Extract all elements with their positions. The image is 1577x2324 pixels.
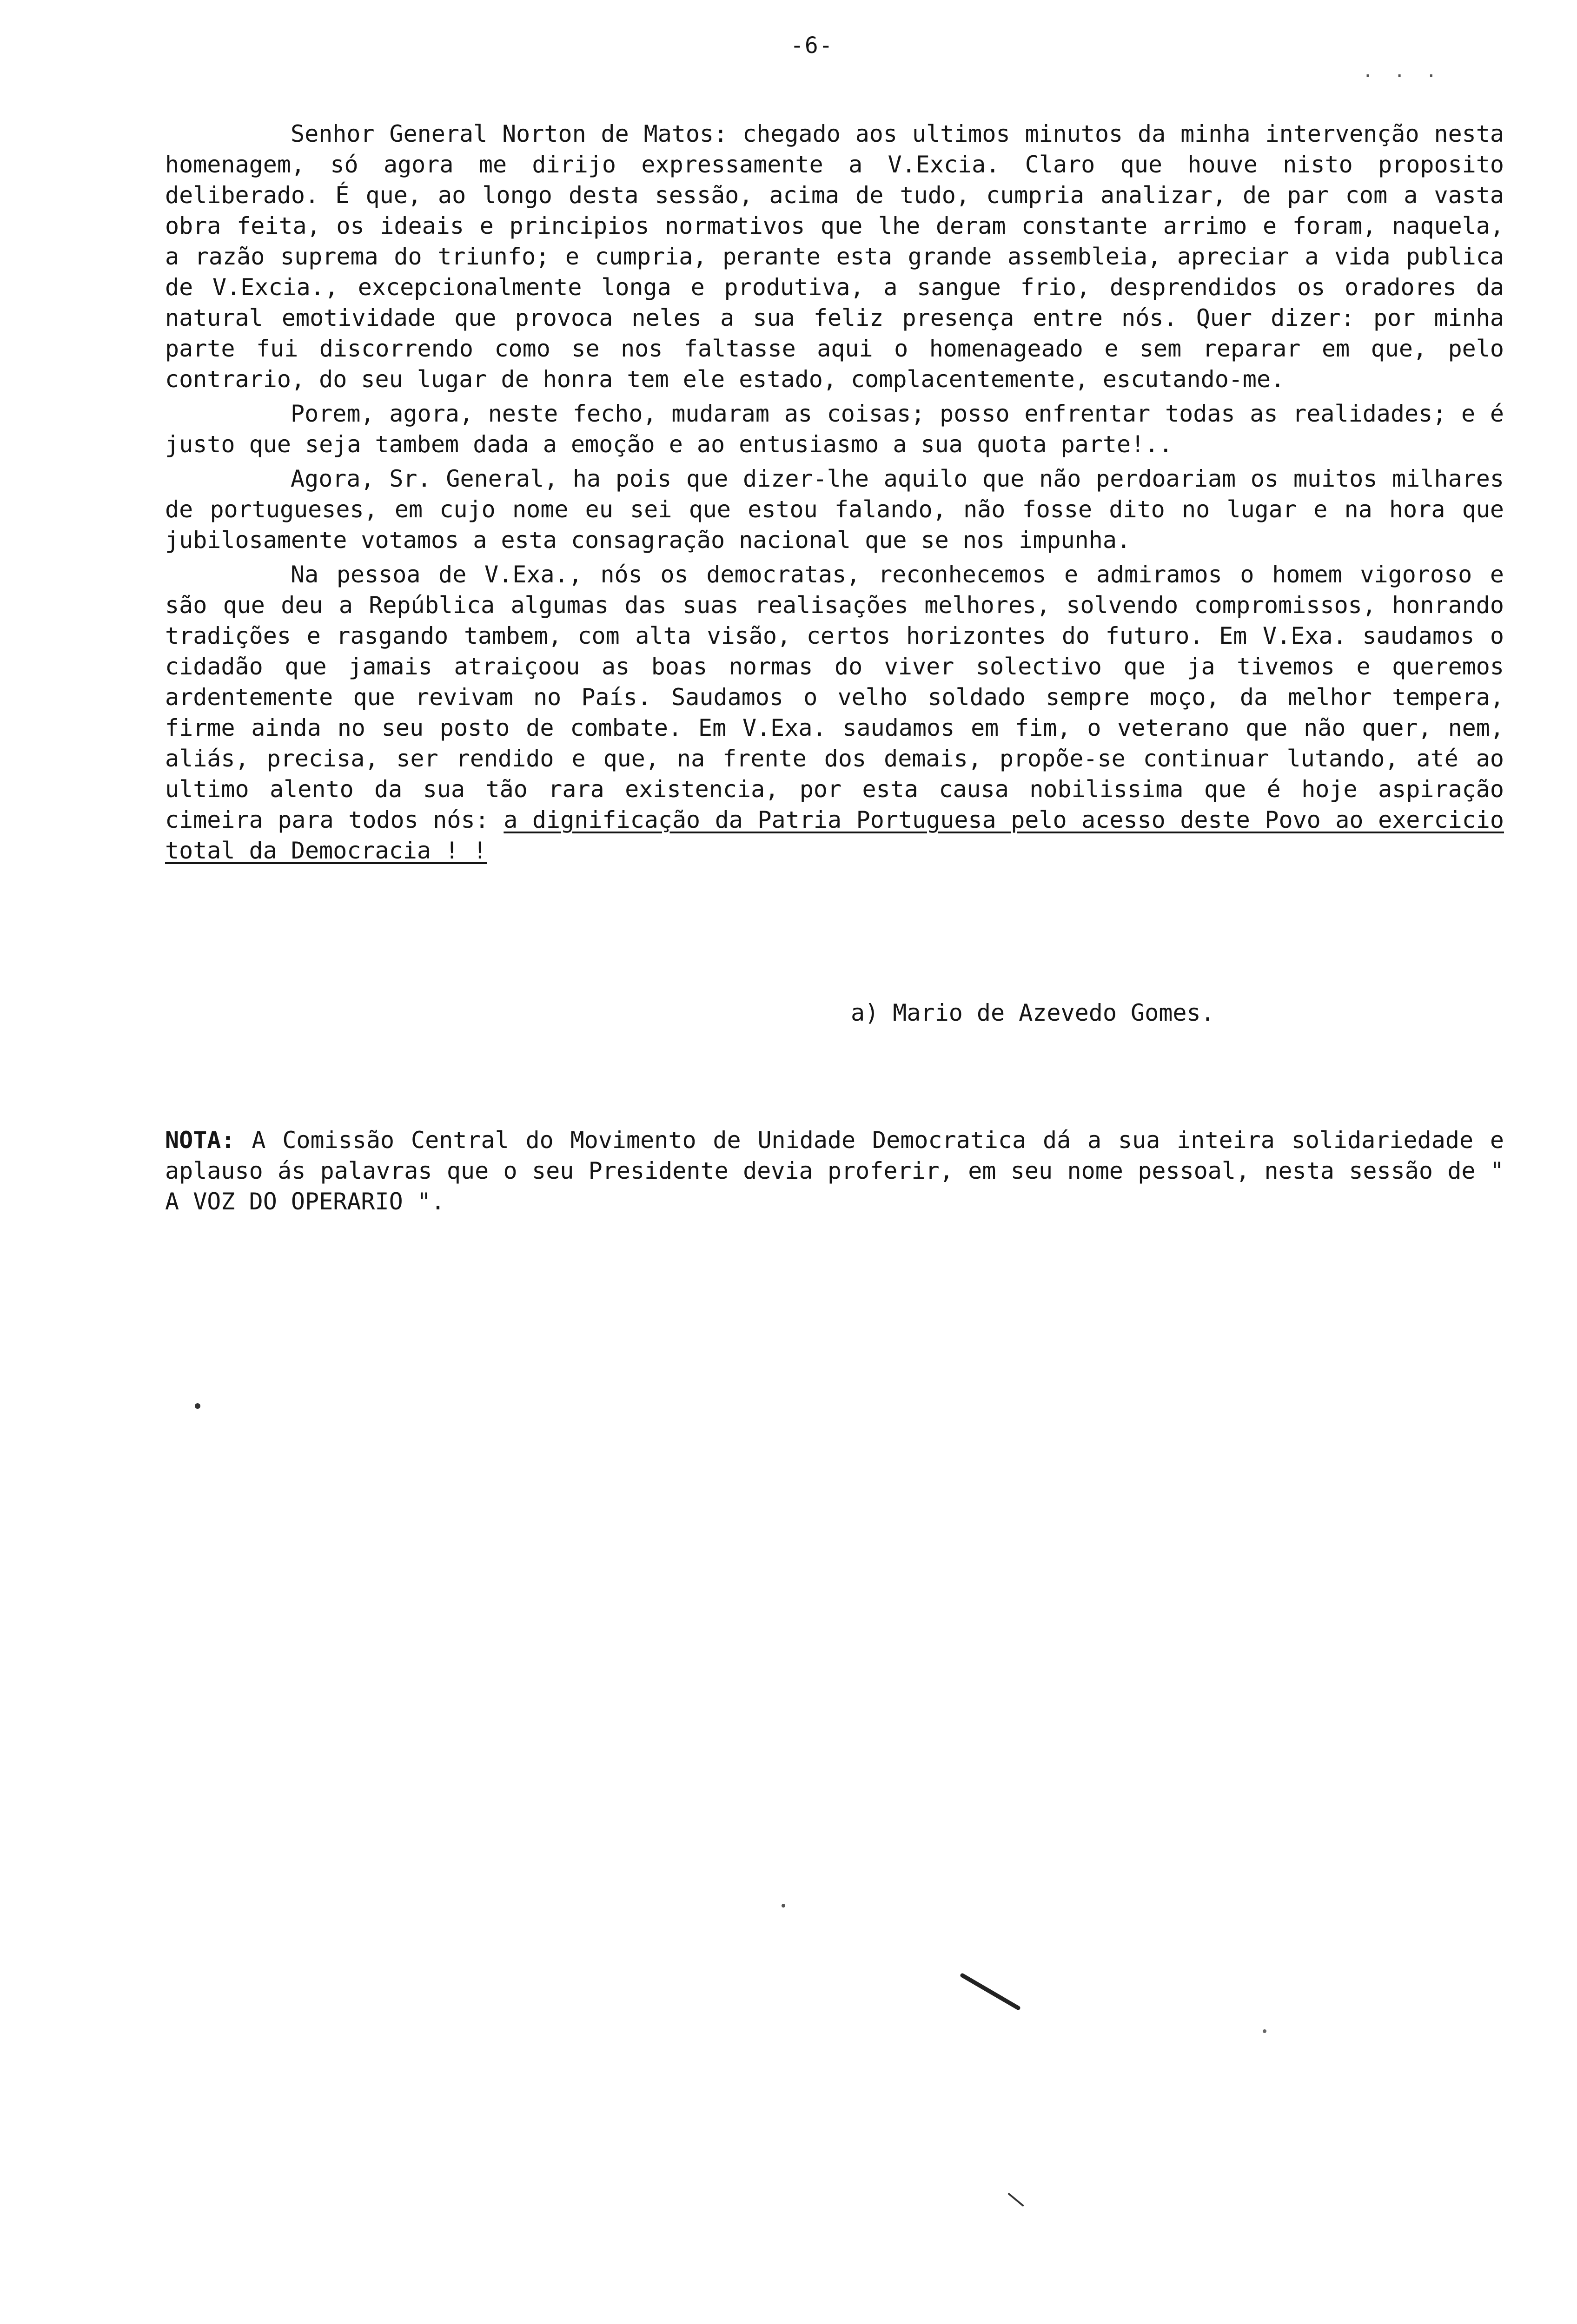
speech-body: [165, 119, 1504, 866]
paragraph-1: Senhor General Norton de Matos: chegado aos ultimos minutos da minha intervenção nesta homenagem, só agora me dirijo expressamente a V.Excia. Claro que houve nisto proposito deliberado. É que, ao longo desta sessão, acima de tudo, cumpria analizar, de par com a vasta obra feita, os ideais e principios normativos que lhe deram constante arrimo e foram, naquela, a razão suprema do triunfo; e cumpria, perante esta grande assembleia, apreciar a vida publica de V.Excia., excepcionalmente longa e produtiva, a sangue frio, desprendidos os oradores da natural emotividade que provoca neles a sua feliz presença entre nós. Quer dizer: por minha parte fui discorrendo como se nos faltasse aqui o homenageado e sem reparar em que, pelo contrario, do seu lugar de honra tem ele estado, complacentemente, escutando-me.: [165, 120, 1504, 393]
stray-dot-2: [782, 1904, 785, 1908]
stray-mark-2: [1009, 2194, 1023, 2205]
stray-dot-3: [1263, 2029, 1266, 2033]
paragraph-2: Porem, agora, neste fecho, mudaram as coisas; posso enfrentar todas as realidades; e é justo que seja tambem dada a emoção e ao entusiasmo a sua quota parte!..: [165, 400, 1504, 458]
paragraph-3: Agora, Sr. General, ha pois que dizer-lhe aquilo que não perdoariam os muitos milhares de portugueses, em cujo nome eu sei que estou falando, não fosse dito no lugar e na hora que jubilosamente votamos a esta consagração nacional que se nos impunha.: [165, 465, 1504, 554]
stray-dot-1: [195, 1403, 200, 1409]
signature: a) Mario de Azevedo Gomes.: [851, 999, 1215, 1026]
note-text: A Comissão Central do Movimento de Unidade Democratica dá a sua inteira solidariedade e aplauso ás palavras que o seu Presidente devia proferir, em seu nome pessoal, nesta sessão de " A VOZ DO OPERARIO ".: [165, 1127, 1504, 1215]
closing-statement: a dignificação da Patria Portuguesa pelo acesso deste Povo ao exercicio total da Democracia ! !: [165, 806, 1504, 864]
note: [165, 1125, 1504, 1217]
paragraph-4: [165, 559, 1504, 866]
page-number: -6-: [790, 33, 834, 59]
stray-mark-1: [962, 1975, 1018, 2008]
corner-marks: . . .: [1362, 60, 1442, 82]
paragraph-4-text: Na pessoa de V.Exa., nós os democratas, reconhecemos e admiramos o homem vigoroso e são que deu a República algumas das suas realisações melhores, solvendo compromissos, honrando tradições e rasgando tambem, com alta visão, certos horizontes do futuro. Em V.Exa. saudamos o cidadão que jamais atraiçoou as boas normas do viver solectivo que ja tivemos e queremos ardentemente que revivam no País. Saudamos o velho soldado sempre moço, da melhor tempera, firme ainda no seu posto de combate. Em V.Exa. saudamos em fim, o veterano que não quer, nem, aliás, precisa, ser rendido e que, na frente dos demais, propõe-se continuar lutando, até ao ultimo alento da sua tão rara existencia, por esta causa nobilissima que é hoje aspiração cimeira para todos nós:: [165, 561, 1504, 833]
note-label: NOTA:: [165, 1127, 235, 1154]
